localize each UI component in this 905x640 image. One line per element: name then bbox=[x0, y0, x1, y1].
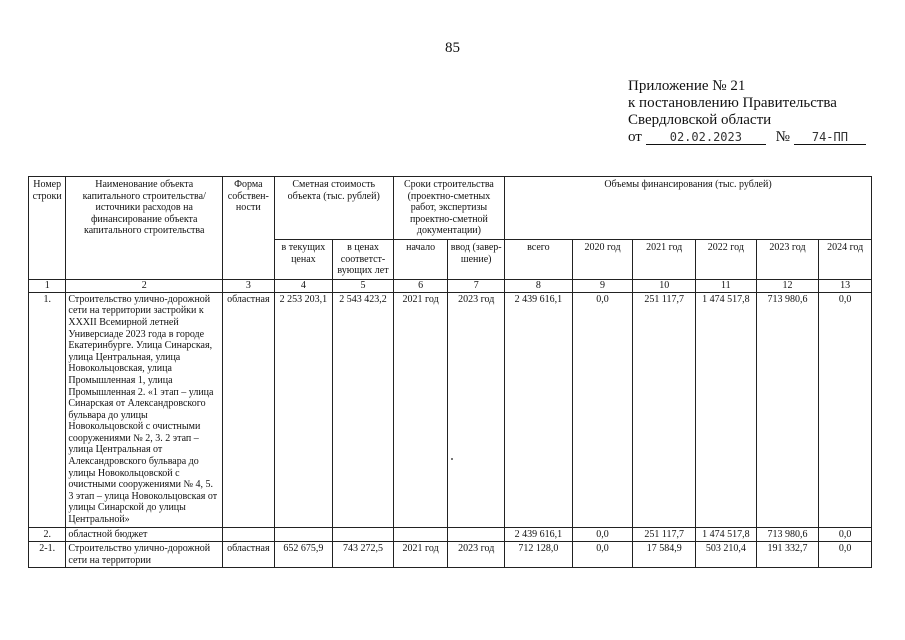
row-number: 2-1. bbox=[29, 542, 66, 568]
term-end: 2023 год bbox=[448, 292, 505, 527]
term-start: 2021 год bbox=[393, 542, 448, 568]
column-number: 12 bbox=[756, 279, 819, 292]
financing-total: 2 439 616,1 bbox=[505, 292, 573, 527]
financing-2022: 1 474 517,8 bbox=[696, 527, 757, 542]
financing-2024: 0,0 bbox=[819, 542, 872, 568]
ownership-form: областная bbox=[223, 292, 275, 527]
header-year-2021: 2021 год bbox=[633, 239, 696, 279]
financing-total: 712 128,0 bbox=[505, 542, 573, 568]
column-number: 3 bbox=[223, 279, 275, 292]
column-number: 2 bbox=[66, 279, 223, 292]
header-year-2023: 2023 год bbox=[756, 239, 819, 279]
financing-2023: 713 980,6 bbox=[756, 527, 819, 542]
appendix-header bbox=[628, 78, 866, 146]
number-prefix: № bbox=[775, 129, 790, 145]
header-term-end: ввод (завер-шение) bbox=[448, 239, 505, 279]
cost-current bbox=[274, 527, 333, 542]
term-start bbox=[393, 527, 448, 542]
financing-2022: 503 210,4 bbox=[696, 542, 757, 568]
header-construction-terms: Сроки строительства (проектно-сметных работ, экспертизы проектно-сметной документации) bbox=[393, 177, 504, 240]
column-number: 6 bbox=[393, 279, 448, 292]
financing-2021: 251 117,7 bbox=[633, 292, 696, 527]
header-year-2024: 2024 год bbox=[819, 239, 872, 279]
column-number: 7 bbox=[448, 279, 505, 292]
column-number: 8 bbox=[505, 279, 573, 292]
header-cost-relevant: в ценах соответст-вующих лет bbox=[333, 239, 394, 279]
column-number: 5 bbox=[333, 279, 394, 292]
column-number: 1 bbox=[29, 279, 66, 292]
page-number: 85 bbox=[445, 40, 460, 56]
resolution-number: 74-ПП bbox=[794, 130, 866, 145]
column-number: 4 bbox=[274, 279, 333, 292]
column-number: 11 bbox=[696, 279, 757, 292]
ownership-form: областная bbox=[223, 542, 275, 568]
date-prefix: от bbox=[628, 129, 642, 145]
table-row bbox=[29, 527, 872, 542]
table-row bbox=[29, 292, 872, 527]
financing-2023: 713 980,6 bbox=[756, 292, 819, 527]
object-name: Строительство улично-дорожной сети на территории застройки к XXXII Всемирной летней Универсиаде 2023 года в городе Екатеринбурге. Улица Синарская, улица Центральная, улица Новокольцовская, улица Промышленная 1, улица Промышленная 2. «1 этап – улица Синарская от Александровского бульвара до улицы Новокольцовской с очистными сооружениями № 2, 3. 2 этап – улица Центральная от Александровского бульвара до улицы Новокольцовской с очистными сооружениями № 4, 5. 3 этап – улица Новокольцовская от улицы Синарской до улицы Центральной» bbox=[66, 292, 223, 527]
financing-2023: 191 332,7 bbox=[756, 542, 819, 568]
resolution-reference bbox=[628, 129, 866, 146]
cost-relevant bbox=[333, 527, 394, 542]
appendix-subtitle-line1: к постановлению Правительства bbox=[628, 95, 837, 111]
table-row bbox=[29, 542, 872, 568]
financing-2021: 251 117,7 bbox=[633, 527, 696, 542]
cost-current: 652 675,9 bbox=[274, 542, 333, 568]
ownership-form bbox=[223, 527, 275, 542]
financing-2020: 0,0 bbox=[572, 542, 633, 568]
column-numbers-row bbox=[29, 279, 872, 292]
object-name: областной бюджет bbox=[66, 527, 223, 542]
header-year-2020: 2020 год bbox=[572, 239, 633, 279]
scan-speck bbox=[451, 458, 453, 460]
resolution-date: 02.02.2023 bbox=[646, 130, 766, 145]
term-end: 2023 год bbox=[448, 542, 505, 568]
cost-current: 2 253 203,1 bbox=[274, 292, 333, 527]
financing-2024: 0,0 bbox=[819, 292, 872, 527]
financing-table bbox=[28, 176, 872, 568]
financing-2024: 0,0 bbox=[819, 527, 872, 542]
appendix-title: Приложение № 21 bbox=[628, 78, 746, 94]
cost-relevant: 743 272,5 bbox=[333, 542, 394, 568]
financing-2022: 1 474 517,8 bbox=[696, 292, 757, 527]
object-name: Строительство улично-дорожной сети на территории bbox=[66, 542, 223, 568]
header-estimated-cost: Сметная стоимость объекта (тыс. рублей) bbox=[274, 177, 393, 240]
column-number: 10 bbox=[633, 279, 696, 292]
financing-total: 2 439 616,1 bbox=[505, 527, 573, 542]
financing-2021: 17 584,9 bbox=[633, 542, 696, 568]
header-ownership: Форма собствен-ности bbox=[223, 177, 275, 280]
financing-2020: 0,0 bbox=[572, 292, 633, 527]
header-object-name: Наименование объекта капитального строительства/ источники расходов на финансирование объекта капитального строительства bbox=[66, 177, 223, 280]
header-year-2022: 2022 год bbox=[696, 239, 757, 279]
appendix-subtitle-line2: Свердловской области bbox=[628, 112, 772, 128]
header-total: всего bbox=[505, 239, 573, 279]
header-term-start: начало bbox=[393, 239, 448, 279]
term-start: 2021 год bbox=[393, 292, 448, 527]
financing-2020: 0,0 bbox=[572, 527, 633, 542]
term-end bbox=[448, 527, 505, 542]
header-cost-current: в текущих ценах bbox=[274, 239, 333, 279]
row-number: 2. bbox=[29, 527, 66, 542]
column-number: 13 bbox=[819, 279, 872, 292]
row-number: 1. bbox=[29, 292, 66, 527]
header-financing-volumes: Объемы финансирования (тыс. рублей) bbox=[505, 177, 872, 240]
column-number: 9 bbox=[572, 279, 633, 292]
cost-relevant: 2 543 423,2 bbox=[333, 292, 394, 527]
header-row-number: Номер строки bbox=[29, 177, 66, 280]
